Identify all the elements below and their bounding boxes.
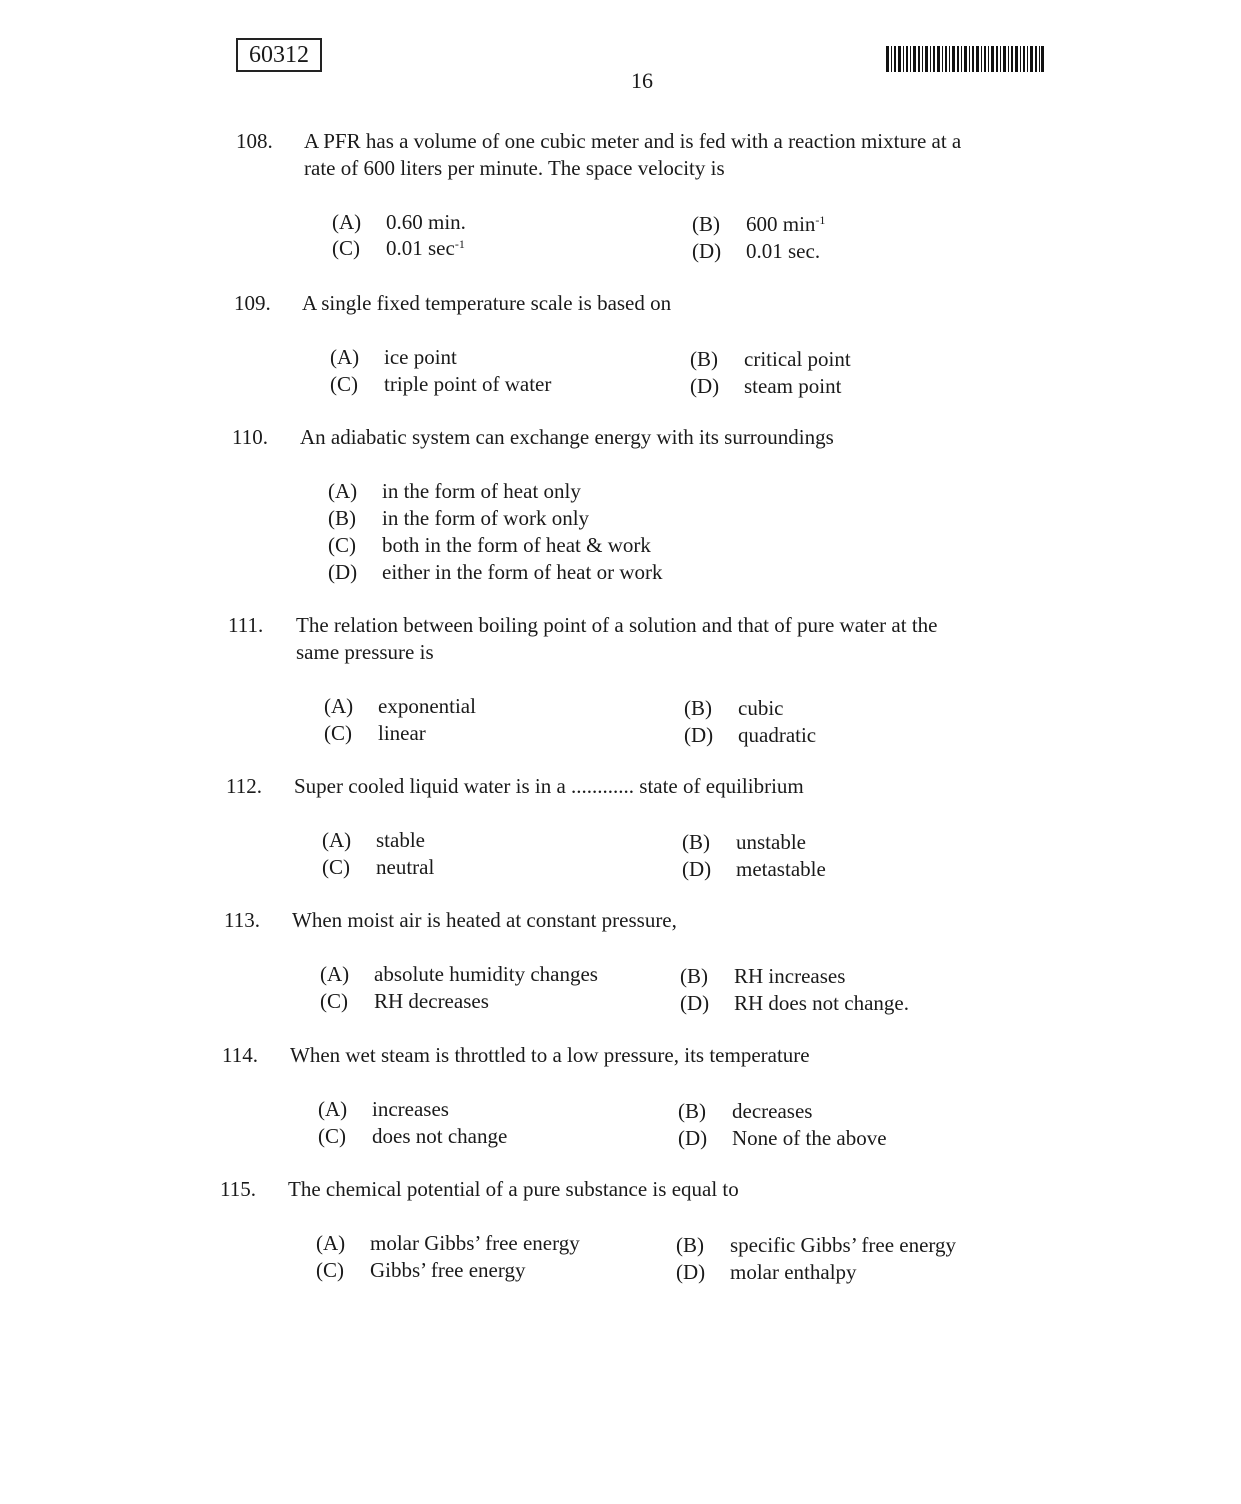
option-label: (A) bbox=[332, 210, 362, 234]
option-label: (A) bbox=[318, 1097, 348, 1121]
option-label: (C) bbox=[330, 372, 358, 396]
option-label: (D) bbox=[690, 374, 720, 398]
option-text: increases bbox=[372, 1097, 449, 1121]
option-text: None of the above bbox=[732, 1126, 887, 1150]
question-text-line: When moist air is heated at constant pressure, bbox=[292, 908, 677, 932]
option-label: (B) bbox=[678, 1099, 706, 1123]
option-label: (A) bbox=[316, 1231, 346, 1255]
question-number: 109. bbox=[234, 291, 271, 315]
option-text: steam point bbox=[744, 374, 842, 398]
option-label: (C) bbox=[320, 989, 348, 1013]
option-label: (D) bbox=[692, 239, 722, 263]
question-number: 110. bbox=[232, 425, 268, 449]
option-label: (C) bbox=[324, 721, 352, 745]
option-label: (A) bbox=[320, 962, 350, 986]
question-text-line: Super cooled liquid water is in a ............ state of equilibrium bbox=[294, 774, 804, 798]
option-text bbox=[746, 211, 825, 237]
option-text: linear bbox=[378, 721, 426, 745]
page-number: 16 bbox=[631, 68, 653, 93]
option-label: (B) bbox=[682, 830, 710, 854]
option-text: Gibbs’ free energy bbox=[370, 1258, 526, 1282]
option-text: both in the form of heat & work bbox=[382, 533, 651, 557]
option-text-main: 600 min bbox=[746, 212, 816, 236]
question-number: 108. bbox=[236, 129, 273, 153]
question-text-line: A PFR has a volume of one cubic meter and is fed with a reaction mixture at a bbox=[304, 129, 962, 153]
question-text-line: The relation between boiling point of a solution and that of pure water at the bbox=[296, 613, 938, 637]
option-label: (C) bbox=[316, 1258, 344, 1282]
option-label: (C) bbox=[322, 855, 350, 879]
question-text-line: same pressure is bbox=[296, 640, 434, 664]
option-text: triple point of water bbox=[384, 372, 552, 396]
option-label: (A) bbox=[330, 345, 360, 369]
option-label: (A) bbox=[322, 828, 352, 852]
option-text: RH increases bbox=[734, 964, 846, 988]
option-text: cubic bbox=[738, 696, 784, 720]
option-label: (D) bbox=[680, 991, 710, 1015]
question-110 bbox=[232, 424, 1052, 589]
option-label: (C) bbox=[318, 1124, 346, 1148]
option-text bbox=[386, 235, 465, 261]
question-number: 113. bbox=[224, 908, 260, 932]
option-label: (D) bbox=[676, 1260, 706, 1284]
option-label: (B) bbox=[684, 696, 712, 720]
option-text: decreases bbox=[732, 1099, 813, 1123]
option-text: in the form of heat only bbox=[382, 479, 581, 503]
option-label: (D) bbox=[678, 1126, 708, 1150]
question-text-line: When wet steam is throttled to a low pressure, its temperature bbox=[290, 1043, 810, 1067]
option-label: (D) bbox=[328, 560, 358, 584]
question-number: 114. bbox=[222, 1043, 258, 1067]
option-text: 0.60 min. bbox=[386, 210, 466, 234]
barcode-icon bbox=[886, 46, 1044, 72]
option-label: (C) bbox=[328, 533, 356, 557]
option-text: does not change bbox=[372, 1124, 508, 1148]
option-text: unstable bbox=[736, 830, 806, 854]
option-text: 0.01 sec. bbox=[746, 239, 821, 263]
option-text-main: 0.01 sec bbox=[386, 236, 455, 260]
option-superscript: -1 bbox=[454, 237, 465, 251]
option-label: (A) bbox=[328, 479, 358, 503]
option-label: (B) bbox=[676, 1233, 704, 1257]
question-109 bbox=[234, 290, 1054, 400]
option-label: (A) bbox=[324, 694, 354, 718]
question-114 bbox=[222, 1042, 1042, 1152]
option-text: ice point bbox=[384, 345, 457, 369]
question-number: 112. bbox=[226, 774, 262, 798]
question-113 bbox=[224, 907, 1044, 1017]
question-112 bbox=[226, 773, 1046, 883]
option-text: absolute humidity changes bbox=[374, 962, 598, 986]
option-text: molar enthalpy bbox=[730, 1260, 857, 1284]
option-text: critical point bbox=[744, 347, 851, 371]
option-label: (D) bbox=[684, 723, 714, 747]
question-115 bbox=[220, 1176, 1040, 1286]
option-label: (C) bbox=[332, 236, 360, 260]
question-text-line: The chemical potential of a pure substance is equal to bbox=[288, 1177, 739, 1201]
option-text: metastable bbox=[736, 857, 826, 881]
option-text: molar Gibbs’ free energy bbox=[370, 1231, 580, 1255]
option-text: RH does not change. bbox=[734, 991, 909, 1015]
option-text: neutral bbox=[376, 855, 435, 879]
option-text: stable bbox=[376, 828, 425, 852]
option-text: exponential bbox=[378, 694, 476, 718]
question-108 bbox=[236, 128, 1056, 268]
question-number: 111. bbox=[228, 613, 264, 637]
question-111 bbox=[228, 612, 1048, 752]
option-text: in the form of work only bbox=[382, 506, 590, 530]
option-text: either in the form of heat or work bbox=[382, 560, 663, 584]
option-label: (B) bbox=[690, 347, 718, 371]
question-text-line: An adiabatic system can exchange energy with its surroundings bbox=[300, 425, 834, 449]
question-text-line: A single fixed temperature scale is based on bbox=[302, 291, 672, 315]
question-number: 115. bbox=[220, 1177, 256, 1201]
option-text: specific Gibbs’ free energy bbox=[730, 1233, 957, 1257]
option-text: RH decreases bbox=[374, 989, 489, 1013]
paper-code-box: 60312 bbox=[236, 38, 322, 72]
option-text: quadratic bbox=[738, 723, 817, 747]
question-text-line: rate of 600 liters per minute. The space velocity is bbox=[304, 156, 725, 180]
option-label: (D) bbox=[682, 857, 712, 881]
option-label: (B) bbox=[680, 964, 708, 988]
option-label: (B) bbox=[692, 212, 720, 236]
option-label: (B) bbox=[328, 506, 356, 530]
option-superscript: -1 bbox=[815, 213, 826, 227]
